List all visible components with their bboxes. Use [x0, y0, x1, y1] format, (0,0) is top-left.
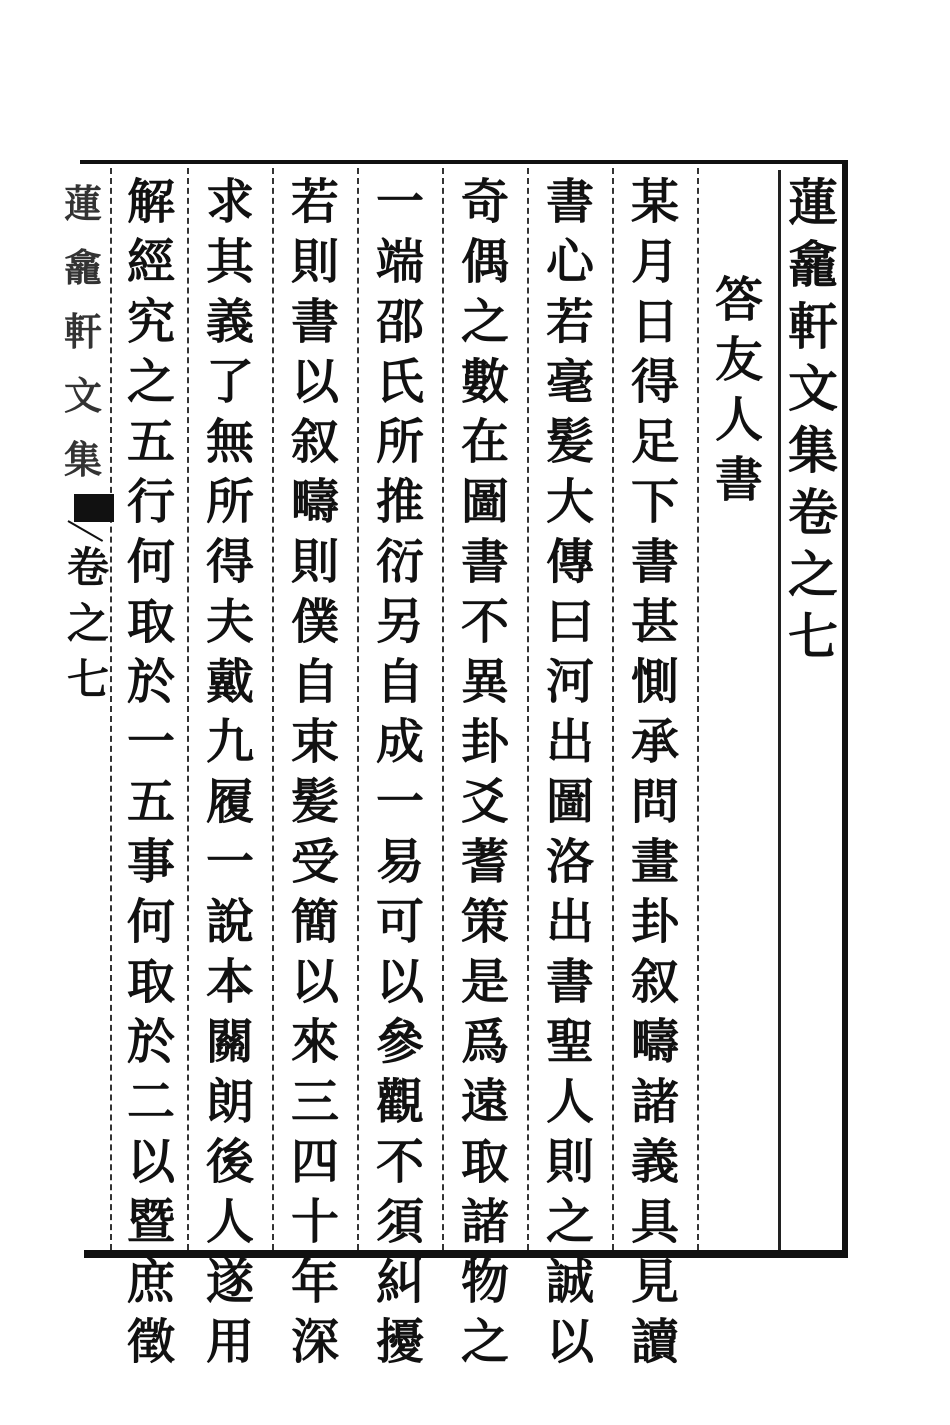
text-character: 邵	[375, 294, 424, 350]
text-character: 爲	[460, 1014, 509, 1070]
text-character: 另	[375, 594, 424, 650]
text-character: 義	[630, 1134, 679, 1190]
text-character: 事	[126, 834, 175, 890]
text-column-4	[365, 172, 435, 1370]
text-character: 書	[290, 294, 339, 350]
text-character: 具	[630, 1194, 679, 1250]
text-character: 遂	[205, 1254, 254, 1310]
text-character: 物	[460, 1254, 509, 1310]
margin-chapter-label	[56, 540, 120, 708]
text-character: 友	[714, 332, 763, 388]
text-character: 後	[205, 1134, 254, 1190]
text-character: 出	[545, 894, 594, 950]
text-character: 義	[205, 294, 254, 350]
text-character: 龕	[63, 245, 102, 290]
text-character: 叙	[630, 954, 679, 1010]
text-character: 行	[126, 474, 175, 530]
text-character: 人	[545, 1074, 594, 1130]
text-character: 觀	[375, 1074, 424, 1130]
text-character: 簡	[290, 894, 339, 950]
text-character: 端	[375, 234, 424, 290]
column-divider	[357, 168, 359, 1250]
text-character: 叙	[290, 414, 339, 470]
text-character: 人	[205, 1194, 254, 1250]
text-character: 於	[126, 1014, 175, 1070]
text-character: 於	[126, 654, 175, 710]
text-character: 不	[460, 594, 509, 650]
text-character: 七	[66, 655, 109, 704]
text-character: 足	[630, 414, 679, 470]
text-character: 卷	[66, 543, 109, 592]
text-character: 若	[290, 174, 339, 230]
text-character: 甚	[630, 594, 679, 650]
text-character: 何	[126, 534, 175, 590]
text-character: 卦	[460, 714, 509, 770]
text-character: 以	[545, 1314, 594, 1370]
text-character: 河	[545, 654, 594, 710]
text-character: 髪	[290, 774, 339, 830]
text-character: 以	[375, 954, 424, 1010]
text-character: 糾	[375, 1254, 424, 1310]
text-character: 心	[545, 234, 594, 290]
text-character: 何	[126, 894, 175, 950]
text-character: 得	[630, 354, 679, 410]
text-character: 蓍	[460, 834, 509, 890]
text-character: 戴	[205, 654, 254, 710]
text-character: 集	[788, 421, 838, 480]
text-character: 求	[205, 174, 254, 230]
text-character: 則	[545, 1134, 594, 1190]
text-column-2	[535, 172, 605, 1370]
text-character: 疇	[290, 474, 339, 530]
text-character: 讀	[630, 1314, 679, 1370]
text-character: 惻	[630, 654, 679, 710]
text-character: 諸	[460, 1194, 509, 1250]
text-column-7	[116, 172, 186, 1370]
text-character: 自	[290, 654, 339, 710]
text-character: 徵	[126, 1314, 175, 1370]
text-character: 推	[375, 474, 424, 530]
text-character: 取	[460, 1134, 509, 1190]
text-character: 疇	[630, 1014, 679, 1070]
letter-heading-column	[704, 270, 774, 1348]
text-character: 無	[205, 414, 254, 470]
text-character: 某	[630, 174, 679, 230]
text-character: 遠	[460, 1074, 509, 1130]
text-character: 毫	[545, 354, 594, 410]
text-character: 究	[126, 294, 175, 350]
text-character: 用	[205, 1314, 254, 1370]
text-character: 數	[460, 354, 509, 410]
text-character: 一	[375, 174, 424, 230]
text-character: 之	[545, 1194, 594, 1250]
text-character: 日	[630, 294, 679, 350]
text-character: 一	[375, 774, 424, 830]
text-character: 之	[460, 1314, 509, 1370]
column-divider	[442, 168, 444, 1250]
text-character: 異	[460, 654, 509, 710]
text-character: 深	[290, 1314, 339, 1370]
text-character: 所	[205, 474, 254, 530]
column-divider	[187, 168, 189, 1250]
text-character: 暨	[126, 1194, 175, 1250]
text-character: 五	[126, 414, 175, 470]
text-character: 卦	[630, 894, 679, 950]
text-character: 洛	[545, 834, 594, 890]
text-character: 承	[630, 714, 679, 770]
text-character: 月	[630, 234, 679, 290]
text-character: 偶	[460, 234, 509, 290]
column-divider	[612, 168, 614, 1250]
top-border-rule	[80, 160, 848, 164]
text-character: 不	[375, 1134, 424, 1190]
text-character: 之	[66, 599, 109, 648]
text-character: 若	[545, 294, 594, 350]
text-character: 束	[290, 714, 339, 770]
text-character: 人	[714, 392, 763, 448]
text-column-6	[195, 172, 265, 1370]
text-character: 曰	[545, 594, 594, 650]
text-character: 髪	[545, 414, 594, 470]
text-character: 本	[205, 954, 254, 1010]
text-character: 年	[290, 1254, 339, 1310]
fishtail-line	[68, 520, 104, 542]
text-character: 一	[205, 834, 254, 890]
text-character: 一	[126, 714, 175, 770]
text-character: 卷	[788, 483, 838, 542]
text-character: 誠	[545, 1254, 594, 1310]
text-character: 傳	[545, 534, 594, 590]
text-column-3	[450, 172, 520, 1370]
text-character: 關	[205, 1014, 254, 1070]
text-character: 下	[630, 474, 679, 530]
book-title-column	[784, 172, 842, 1250]
column-divider	[527, 168, 529, 1250]
text-character: 策	[460, 894, 509, 950]
text-character: 見	[630, 1254, 679, 1310]
text-character: 則	[290, 234, 339, 290]
text-character: 蓮	[63, 181, 102, 226]
text-character: 龕	[788, 235, 838, 294]
text-character: 履	[205, 774, 254, 830]
text-character: 七	[788, 607, 838, 666]
text-character: 參	[375, 1014, 424, 1070]
text-character: 奇	[460, 174, 509, 230]
text-character: 九	[205, 714, 254, 770]
text-character: 所	[375, 414, 424, 470]
text-character: 以	[290, 354, 339, 410]
text-character: 則	[290, 534, 339, 590]
text-character: 之	[788, 545, 838, 604]
text-character: 蓮	[788, 173, 838, 232]
text-character: 聖	[545, 1014, 594, 1070]
text-character: 圖	[460, 474, 509, 530]
text-character: 書	[545, 954, 594, 1010]
text-column-5	[280, 172, 350, 1370]
text-character: 庶	[126, 1254, 175, 1310]
text-character: 來	[290, 1014, 339, 1070]
text-character: 擾	[375, 1314, 424, 1370]
text-character: 五	[126, 774, 175, 830]
text-character: 三	[290, 1074, 339, 1130]
text-character: 之	[460, 294, 509, 350]
text-character: 問	[630, 774, 679, 830]
text-character: 易	[375, 834, 424, 890]
text-character: 四	[290, 1134, 339, 1190]
text-character: 畫	[630, 834, 679, 890]
text-character: 取	[126, 594, 175, 650]
text-column-1	[620, 172, 690, 1370]
text-character: 可	[375, 894, 424, 950]
text-character: 解	[126, 174, 175, 230]
text-character: 二	[126, 1074, 175, 1130]
text-character: 文	[63, 373, 102, 418]
text-character: 軒	[788, 297, 838, 356]
text-character: 其	[205, 234, 254, 290]
text-character: 在	[460, 414, 509, 470]
text-character: 書	[630, 534, 679, 590]
text-character: 文	[788, 359, 838, 418]
text-character: 大	[545, 474, 594, 530]
text-character: 書	[545, 174, 594, 230]
text-character: 集	[63, 437, 102, 482]
text-character: 夫	[205, 594, 254, 650]
text-character: 十	[290, 1194, 339, 1250]
fishtail-block-mark	[74, 494, 114, 522]
text-character: 爻	[460, 774, 509, 830]
column-divider	[110, 168, 112, 1250]
text-character: 答	[714, 272, 763, 328]
text-character: 自	[375, 654, 424, 710]
text-character: 軒	[63, 309, 102, 354]
text-character: 僕	[290, 594, 339, 650]
text-character: 了	[205, 354, 254, 410]
text-character: 圖	[545, 774, 594, 830]
text-character: 經	[126, 234, 175, 290]
text-character: 諸	[630, 1074, 679, 1130]
text-character: 之	[126, 354, 175, 410]
column-divider	[272, 168, 274, 1250]
text-character: 以	[290, 954, 339, 1010]
text-character: 書	[714, 452, 763, 508]
text-character: 出	[545, 714, 594, 770]
text-character: 得	[205, 534, 254, 590]
text-character: 朗	[205, 1074, 254, 1130]
text-character: 氏	[375, 354, 424, 410]
margin-book-title	[58, 172, 108, 492]
text-character: 受	[290, 834, 339, 890]
text-character: 是	[460, 954, 509, 1010]
column-divider	[697, 168, 699, 1250]
text-character: 成	[375, 714, 424, 770]
text-character: 取	[126, 954, 175, 1010]
text-character: 須	[375, 1194, 424, 1250]
text-character: 衍	[375, 534, 424, 590]
text-character: 書	[460, 534, 509, 590]
text-character: 以	[126, 1134, 175, 1190]
text-character: 說	[205, 894, 254, 950]
